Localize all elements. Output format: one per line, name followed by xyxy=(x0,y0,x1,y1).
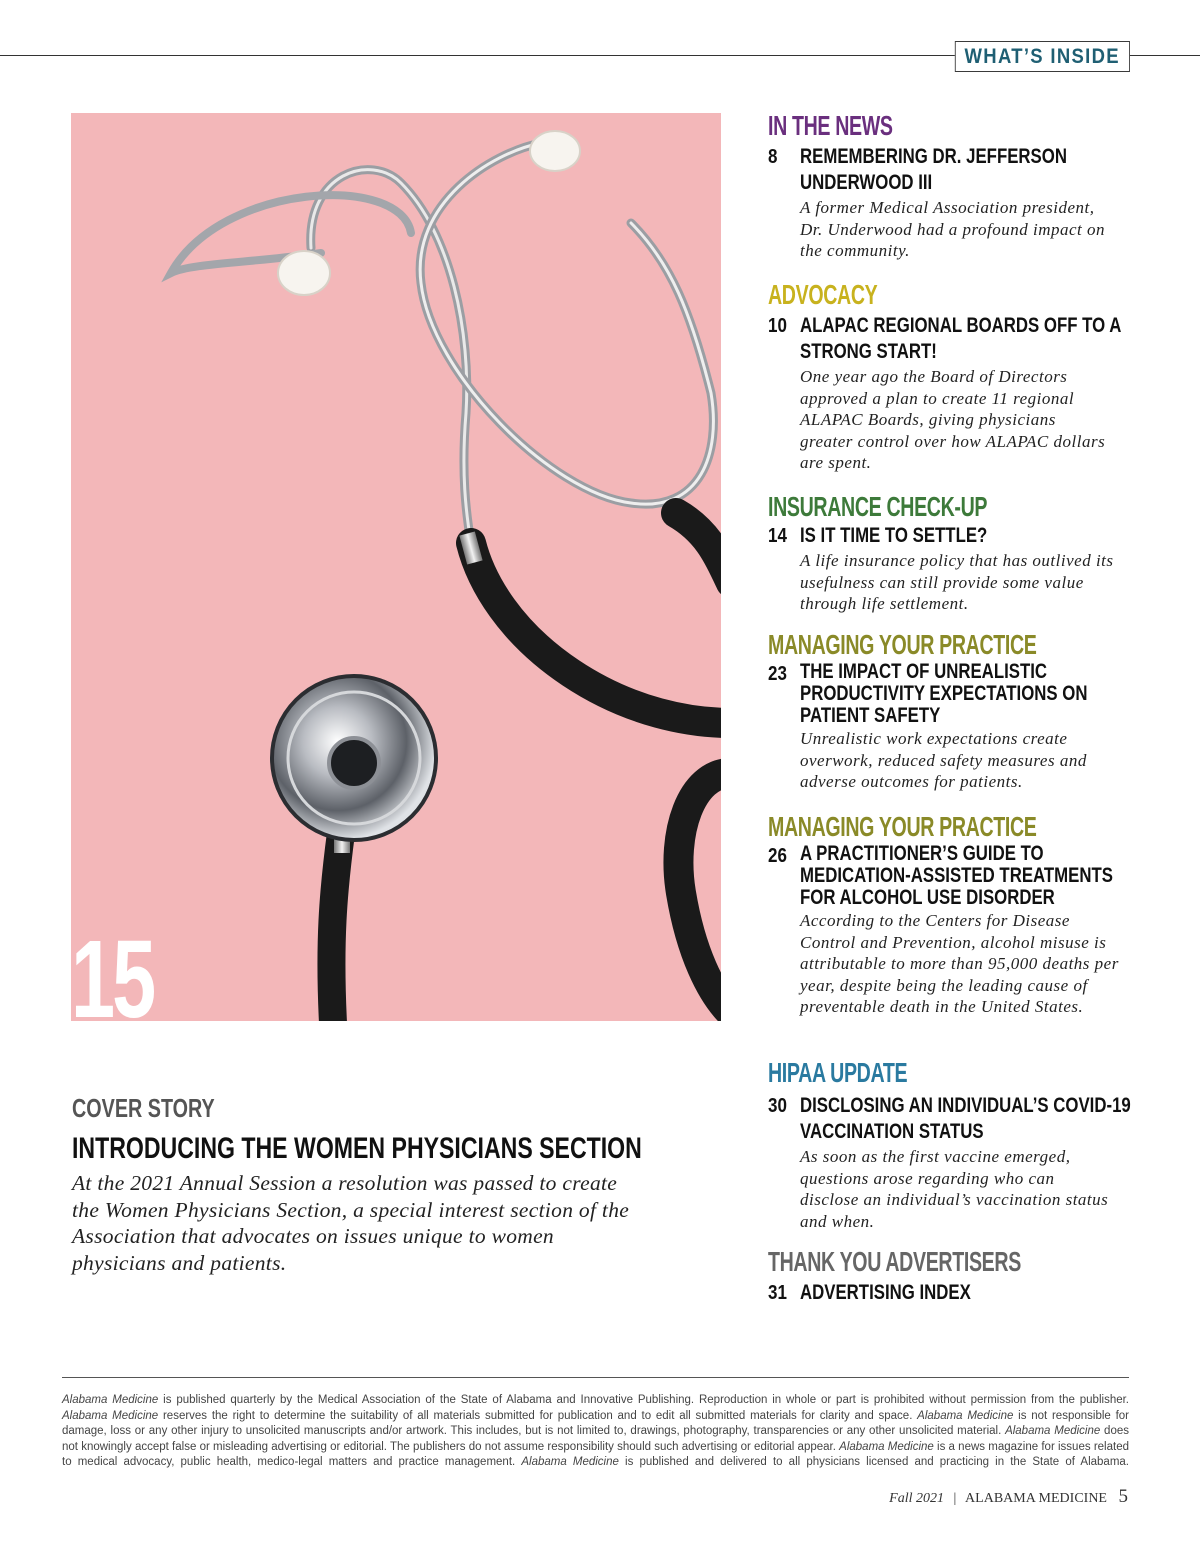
footer-rule xyxy=(62,1377,1129,1378)
cover-story xyxy=(72,1093,642,1276)
toc-section-managing-your-practice-2 xyxy=(768,811,1168,1018)
item-title[interactable]: DISCLOSING AN INDIVIDUAL’S COVID-19 VACCINATION STATUS xyxy=(800,1094,1131,1143)
item-description: According to the Centers for Disease Control and Prevention, alcohol misuse is attributable to more than 95,000 deaths per year, despite being the leading cause of preventable death in the United States. xyxy=(800,911,1119,1016)
section-heading: HIPAA UPDATE xyxy=(768,1057,908,1088)
item-title[interactable]: THE IMPACT OF UNREALISTIC PRODUCTIVITY EXPECTATIONS ON PATIENT SAFETY xyxy=(800,660,1088,727)
toc-item[interactable] xyxy=(768,843,1168,1018)
item-title[interactable]: A PRACTITIONER’S GUIDE TO MEDICATION-ASSISTED TREATMENTS FOR ALCOHOL USE DISORDER xyxy=(800,842,1113,909)
toc-section-advocacy xyxy=(768,279,1168,474)
section-heading: MANAGING YOUR PRACTICE xyxy=(768,811,1037,842)
item-page-number: 10 xyxy=(768,315,787,337)
item-description: As soon as the first vaccine emerged, questions arose regarding who can disclose an individual’s vaccination status and when. xyxy=(800,1147,1109,1231)
item-description: A former Medical Association president, Dr. Underwood had a profound impact on the community. xyxy=(800,198,1106,260)
cover-story-title[interactable]: INTRODUCING THE WOMEN PHYSICIANS SECTION xyxy=(72,1132,642,1165)
publisher-disclaimer: Alabama Medicine is published quarterly by the Medical Association of the State of Alabama and Innovative Publishing. Reproduction in whole or part is prohibited without permission from the publisher. Alabama Medicine reserves the right to determine the suitability of all materials submitted for publication and to edit all submitted materials for clarity and space. Alabama Medicine is not responsible for damage, loss or any other injury to unsolicited manuscripts and/or artwork. This includes, but is not limited to, drawings, photography, transparencies or any other unsolicited material. Alabama Medicine does not knowingly accept false or misleading advertising or editorial. The publishers do not assume responsibility should such advertising or editorial appear. Alabama Medicine is a news magazine for issues related to medical advocacy, public health, medico-legal matters and practice management. Alabama Medicine is published and delivered to all physicians licensed and practicing in the State of Alabama. xyxy=(62,1394,1129,1469)
section-heading: THANK YOU ADVERTISERS xyxy=(768,1246,1021,1277)
issue-date: Fall 2021 xyxy=(889,1491,944,1506)
publication-name: Alabama Medicine xyxy=(62,1394,159,1406)
toc-section-thank-you-advertisers xyxy=(768,1246,1168,1306)
cover-photo xyxy=(71,113,721,1021)
item-title[interactable]: ADVERTISING INDEX xyxy=(800,1281,971,1304)
cover-story-description: At the 2021 Annual Session a resolution was passed to create the Women Physicians Section, a special interest section of the Association that advocates on issues unique to women physicians and patients. xyxy=(72,1171,630,1275)
toc-section-hipaa-update xyxy=(768,1057,1168,1232)
item-page-number: 30 xyxy=(768,1095,787,1117)
item-page-number: 26 xyxy=(768,845,787,867)
toc-item[interactable] xyxy=(768,661,1168,793)
section-heading: IN THE NEWS xyxy=(768,110,893,141)
cover-page-number: 15 xyxy=(71,918,154,1021)
section-heading: INSURANCE CHECK-UP xyxy=(768,491,988,522)
item-title[interactable]: ALAPAC REGIONAL BOARDS OFF TO A STRONG START! xyxy=(800,314,1121,363)
toc-section-in-the-news xyxy=(768,110,1168,262)
stethoscope-illustration xyxy=(71,113,721,1021)
magazine-name: ALABAMA MEDICINE xyxy=(965,1491,1107,1506)
item-description: A life insurance policy that has outlived its usefulness can still provide some value through life settlement. xyxy=(800,551,1114,613)
toc-section-managing-your-practice-1 xyxy=(768,629,1168,793)
item-description: Unrealistic work expectations create overwork, reduced safety measures and adverse outcomes for patients. xyxy=(800,729,1087,791)
folio-separator: | xyxy=(953,1491,957,1506)
folio xyxy=(889,1486,1128,1508)
toc-item[interactable] xyxy=(768,144,1168,262)
toc-item[interactable] xyxy=(768,523,1168,615)
page-number: 5 xyxy=(1118,1486,1128,1507)
item-page-number: 23 xyxy=(768,663,787,685)
whats-inside-label: WHAT’S INSIDE xyxy=(955,41,1130,72)
section-heading: ADVOCACY xyxy=(768,279,878,310)
item-page-number: 31 xyxy=(768,1282,787,1304)
item-page-number: 8 xyxy=(768,146,778,168)
toc-item[interactable] xyxy=(768,313,1168,474)
section-heading: MANAGING YOUR PRACTICE xyxy=(768,629,1037,660)
cover-story-kicker: COVER STORY xyxy=(72,1093,215,1123)
toc-section-insurance-check-up xyxy=(768,491,1168,615)
item-description: One year ago the Board of Directors approved a plan to create 11 regional ALAPAC Boards, giving physicians greater control over how ALAPAC dollars are spent. xyxy=(800,367,1106,472)
toc-item[interactable] xyxy=(768,1093,1168,1232)
item-page-number: 14 xyxy=(768,525,787,547)
item-title[interactable]: IS IT TIME TO SETTLE? xyxy=(800,524,988,547)
item-title[interactable]: REMEMBERING DR. JEFFERSON UNDERWOOD III xyxy=(800,145,1067,194)
toc-item[interactable] xyxy=(768,1280,1168,1306)
